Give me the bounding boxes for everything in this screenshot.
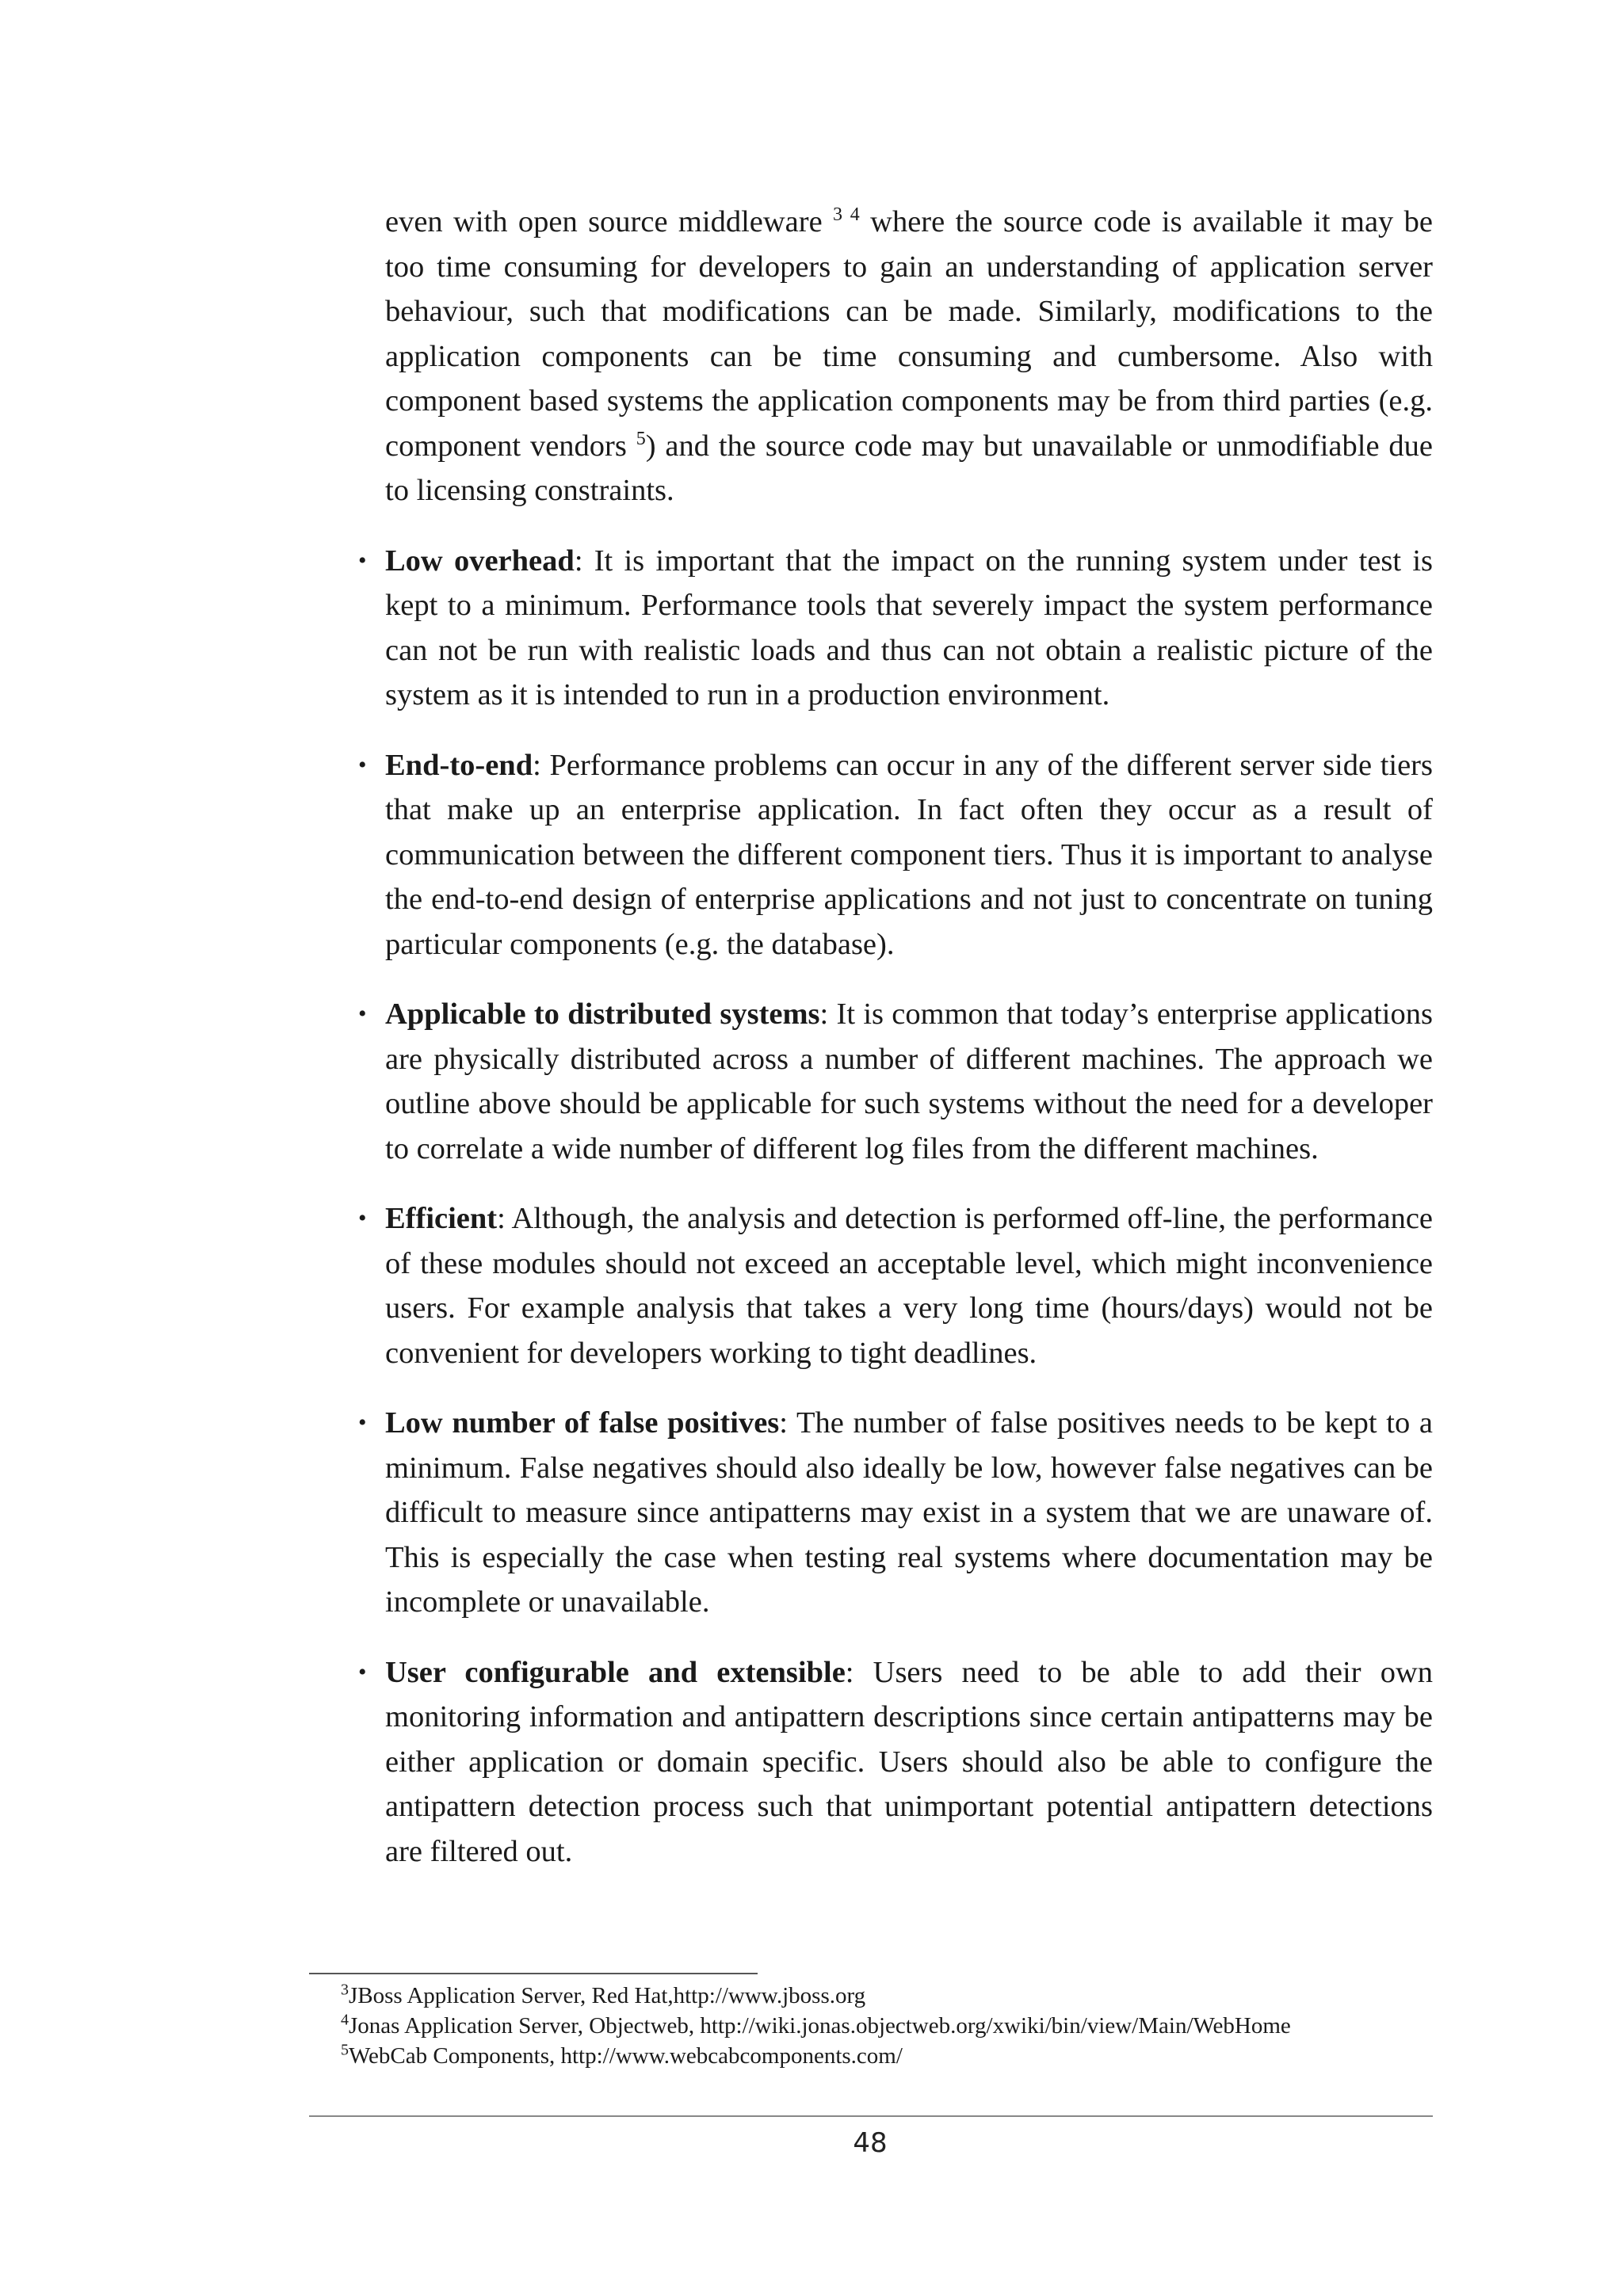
footnote-number: 4 bbox=[341, 2011, 349, 2029]
item-title: User configurable and extensible bbox=[385, 1655, 846, 1689]
footnote-ref: 5 bbox=[636, 428, 646, 449]
footnote-ref: 4 bbox=[850, 204, 860, 226]
footnote-number: 5 bbox=[341, 2041, 349, 2059]
item-text: : It is common that today’s enterprise applications are physically distributed across a number of different machines. The approach we outline above should be applicable for such systems without the need for a developer to correlate a wide number of different log files from the different machines. bbox=[385, 997, 1433, 1165]
footnote-text: JBoss Application Server, Red Hat,http://www.jboss.org bbox=[349, 1983, 866, 2008]
footnote-text: WebCab Components, http://www.webcabcomponents.com/ bbox=[349, 2043, 903, 2069]
footnote-ref: 3 bbox=[833, 204, 843, 226]
list-item bbox=[385, 1196, 1433, 1375]
footnote bbox=[341, 2041, 1577, 2071]
footnote-ref bbox=[842, 204, 850, 225]
footnote-number: 3 bbox=[341, 1981, 349, 1999]
body-text bbox=[385, 200, 1433, 1874]
list-item bbox=[385, 1401, 1433, 1625]
item-title: Low overhead bbox=[385, 543, 575, 578]
footnote bbox=[341, 2011, 1577, 2041]
item-text: : Performance problems can occur in any of the different server side tiers that make up an enterprise application. In fact often they occur as a result of communication between the different component tiers. Thus it is important to analyse the end-to-end design of enterprise applications and not just to concentrate on tuning particular components (e.g. the database). bbox=[385, 748, 1433, 961]
item-title: Low number of false positives bbox=[385, 1406, 780, 1440]
page-number: 48 bbox=[853, 2127, 888, 2159]
bullet-icon bbox=[358, 743, 374, 788]
footnote-text: Jonas Application Server, Objectweb, http://wiki.jonas.objectweb.org/xwiki/bin/view/Main/WebHome bbox=[349, 2013, 1291, 2039]
list-item bbox=[385, 992, 1433, 1171]
bullet-icon bbox=[358, 992, 374, 1037]
item-text: : It is important that the impact on the running system under test is kept to a minimum. Performance tools that severely impact the system performance can not be run with realistic loads and thus can not obtain a realistic picture of the system as it is intended to run in a production environment. bbox=[385, 543, 1434, 711]
bullet-icon bbox=[358, 1401, 374, 1446]
item-text: : Users need to be able to add their own monitoring information and antipattern descriptions since certain antipatterns may be either application or domain specific. Users should also be able to configure the antipattern detection process such that unimportant potential antipattern detections are filtered out. bbox=[385, 1655, 1433, 1868]
bullet-icon bbox=[358, 1650, 374, 1695]
footer-divider bbox=[309, 2115, 1433, 2117]
item-text: : Although, the analysis and detection is performed off-line, the performance of these modules should not exceed an acceptable level, which might inconvenience users. For example analysis that takes a very long time (hours/days) would not be convenient for developers working to tight deadlines. bbox=[385, 1202, 1433, 1370]
footnotes bbox=[341, 1981, 1577, 2071]
item-title: End-to-end bbox=[385, 748, 533, 782]
list-item bbox=[385, 743, 1433, 967]
item-title: Efficient bbox=[385, 1202, 498, 1235]
item-text: : The number of false positives needs to be kept to a minimum. False negatives should also ideally be low, however false negatives can be difficult to measure since antipatterns may exist in a system that we are unaware of. This is especially the case when testing real systems where documentation may be incomplete or unavailable. bbox=[385, 1406, 1433, 1619]
item-title: Applicable to distributed systems bbox=[385, 997, 820, 1031]
bullet-icon bbox=[358, 1196, 374, 1241]
bullet-icon bbox=[358, 539, 374, 584]
intro-paragraph: even with open source middleware $^3$ $^4$ where the source code is available it may be too time consuming for developers to gain an understanding of application server behaviour, such that modifications can be made. Similarly, modifications to the application components can be time consuming and cumbersome. Also with component based systems the application components may be from third parties (e.g. component vendors $^5$) and the source code may but unavailable or unmodifiable due to licensing constraints. bbox=[385, 204, 1434, 507]
footnote bbox=[341, 1981, 1577, 2011]
footnote-divider bbox=[309, 1973, 758, 1974]
list-item bbox=[385, 1650, 1433, 1875]
list-item bbox=[385, 539, 1433, 718]
